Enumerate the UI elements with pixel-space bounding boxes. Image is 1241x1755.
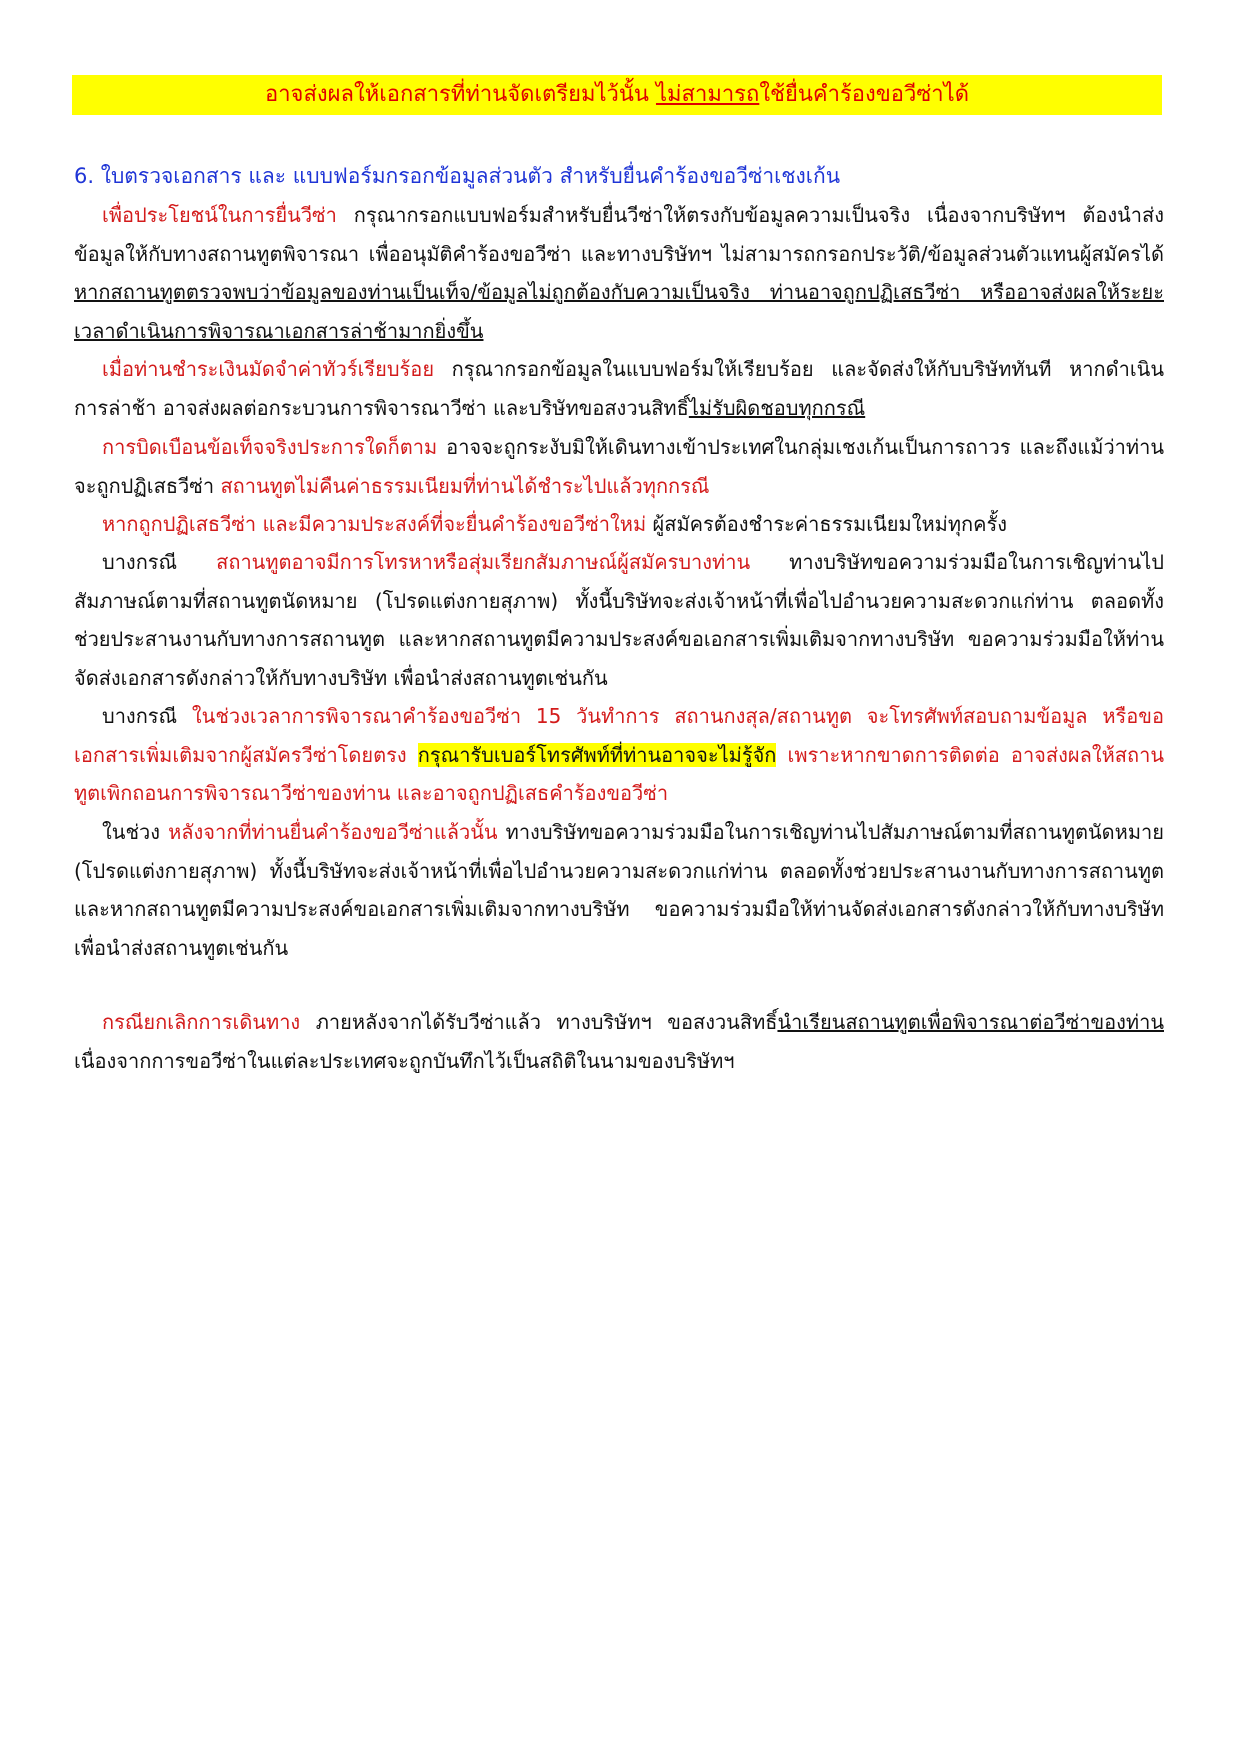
p4-text: ผู้สมัครต้องชำระค่าธรรมเนียมใหม่ทุกครั้ง bbox=[646, 512, 1008, 536]
p8-underlined-text: นำเรียนสถานทูตเพื่อพิจารณาต่อวีซ่าของท่าน bbox=[777, 1010, 1164, 1034]
p5-text-2: ทางบริษัทขอความร่วมมือในการเชิญท่านไปสัมภาษณ์ตามที่สถานทูตนัดหมาย (โปรดแต่งกายสุภาพ) ทั้งนี้บริษัทจะส่งเจ้าหน้าที่เพื่อไปอำนวยความสะดวกแก่ท่าน ตลอดทั้งช่วยประสานงานกับทางการสถานทูต และหากสถานทูตมีความประสงค์ขอเอกสารเพิ่มเติมจากทางบริษัท ขอความร่วมมือให้ท่านจัดส่งเอกสารดังกล่าวให้กับทางบริษัท เพื่อนำส่งสถานทูตเช่นกัน bbox=[74, 550, 1164, 690]
p2-red-text: เมื่อท่านชำระเงินมัดจำค่าทัวร์เรียบร้อย bbox=[102, 357, 435, 381]
p7-text-2: ทางบริษัทขอความร่วมมือในการเชิญท่านไปสัมภาษณ์ตามที่สถานทูตนัดหมาย (โปรดแต่งกายสุภาพ) ทั้งนี้บริษัทจะส่งเจ้าหน้าที่เพื่อไปอำนวยความสะดวกแก่ท่าน ตลอดทั้งช่วยประสานงานกับทางการสถานทูต และหากสถานทูตมีความประสงค์ขอเอกสารเพิ่มเติมจากทางบริษัท ขอความร่วมมือให้ท่านจัดส่งเอกสารดังกล่าวให้กับทางบริษัท เพื่อนำส่งสถานทูตเช่นกัน bbox=[74, 820, 1164, 960]
p3-text: อาจจะถูกระงับมิให้เดินทางเข้าประเทศในกลุ่มเชงเก้นเป็นการถาวร และถึงแม้ว่าท่านจะถูกปฏิเสธวีซ่า bbox=[74, 435, 1164, 498]
p8-text: ภายหลังจากได้รับวีซ่าแล้ว ทางบริษัทฯ ขอสงวนสิทธิ์ bbox=[300, 1010, 778, 1034]
p1-text: กรุณากรอกแบบฟอร์มสำหรับยื่นวีซ่าให้ตรงกับข้อมูลความเป็นจริง เนื่องจากบริษัทฯ ต้องนำส่งข้อมูลให้กับทางสถานทูตพิจารณา เพื่ออนุมัติคำร้องขอวีซ่า และทางบริษัทฯ ไม่สามารถกรอกประวัติ/ข้อมูลส่วนตัวแทนผู้สมัครได้ bbox=[74, 203, 1164, 266]
paragraph-4 bbox=[74, 505, 1164, 544]
p8-text-2: เนื่องจากการขอวีซ่าในแต่ละประเทศจะถูกบันทึกไว้เป็นสถิติในนามของบริษัทฯ bbox=[74, 1048, 735, 1073]
section-heading: 6. ใบตรวจเอกสาร และ แบบฟอร์มกรอกข้อมูลส่วนตัว สำหรับยื่นคำร้องขอวีซ่าเชงเก้น bbox=[74, 164, 841, 188]
paragraph-5 bbox=[74, 543, 1164, 697]
paragraph-2 bbox=[74, 350, 1164, 427]
p6-red-text: ในช่วงเวลาการพิจารณาคำร้องขอวีซ่า 15 วันทำการ สถานกงสุล/สถานทูต จะโทรศัพท์สอบถามข้อมูล หรือขอเอกสารเพิ่มเติมจากผู้สมัครวีซ่าโดยตรง bbox=[74, 704, 1164, 767]
banner-text-end: ใช้ยื่นคำร้องขอวีซ่าได้ bbox=[759, 82, 969, 107]
paragraph-8 bbox=[74, 1003, 1164, 1080]
p2-text: กรุณากรอกข้อมูลในแบบฟอร์มให้เรียบร้อย และจัดส่งให้กับบริษัททันที หากดำเนินการล่าช้า อาจส่งผลต่อกระบวนการพิจารณาวีซ่า และบริษัทขอสงวนสิทธิ์ bbox=[74, 357, 1164, 420]
banner-underlined-text: ไม่สามารถ bbox=[655, 82, 760, 107]
paragraph-3 bbox=[74, 428, 1164, 505]
p1-underlined-text: หากสถานทูตตรวจพบว่าข้อมูลของท่านเป็นเท็จ/ข้อมูลไม่ถูกต้องกับความเป็นจริง ท่านอาจถูกปฏิเสธวีซ่า หรืออาจส่งผลให้ระยะเวลาดำเนินการพิจารณาเอกสารล่าช้ามากยิ่งขึ้น bbox=[74, 280, 1164, 343]
p3-red-text: การบิดเบือนข้อเท็จจริงประการใดก็ตาม bbox=[102, 435, 438, 459]
p6-space bbox=[407, 743, 418, 767]
paragraph-1 bbox=[74, 196, 1164, 350]
banner-text: อาจส่งผลให้เอกสารที่ท่านจัดเตรียมไว้นั้น bbox=[264, 82, 656, 107]
p5-text: บางกรณี bbox=[102, 550, 217, 574]
paragraph-7 bbox=[74, 813, 1164, 967]
p7-red-text: หลังจากที่ท่านยื่นคำร้องขอวีซ่าแล้วนั้น bbox=[168, 820, 498, 844]
p6-red-text-2: เพราะหากขาดการติดต่อ อาจส่งผลให้สถานทูตเพิกถอนการพิจารณาวีซ่าของท่าน และอาจถูกปฏิเสธคำร้องขอวีซ่า bbox=[74, 742, 1165, 806]
p7-text: ในช่วง bbox=[102, 820, 169, 844]
p1-red-text: เพื่อประโยชน์ในการยื่นวีซ่า bbox=[102, 203, 337, 227]
p3-red-text-2: สถานทูตไม่คืนค่าธรรมเนียมที่ท่านได้ชำระไปแล้วทุกกรณี bbox=[220, 473, 710, 498]
p6-highlighted-text: กรุณารับเบอร์โทรศัพท์ที่ท่านอาจจะไม่รู้จัก bbox=[417, 742, 777, 767]
paragraph-6 bbox=[74, 697, 1164, 813]
p5-red-text: สถานทูตอาจมีการโทรหาหรือสุ่มเรียกสัมภาษณ์ผู้สมัครบางท่าน bbox=[216, 550, 751, 574]
warning-banner bbox=[72, 75, 1162, 115]
p2-underlined-text: ไม่รับผิดชอบทุกกรณี bbox=[688, 395, 866, 420]
p4-red-text: หากถูกปฏิเสธวีซ่า และมีความประสงค์ที่จะยื่นคำร้องขอวีซ่าใหม่ bbox=[102, 512, 647, 536]
p6-text: บางกรณี bbox=[102, 704, 192, 728]
p8-red-text: กรณียกเลิกการเดินทาง bbox=[102, 1010, 301, 1034]
